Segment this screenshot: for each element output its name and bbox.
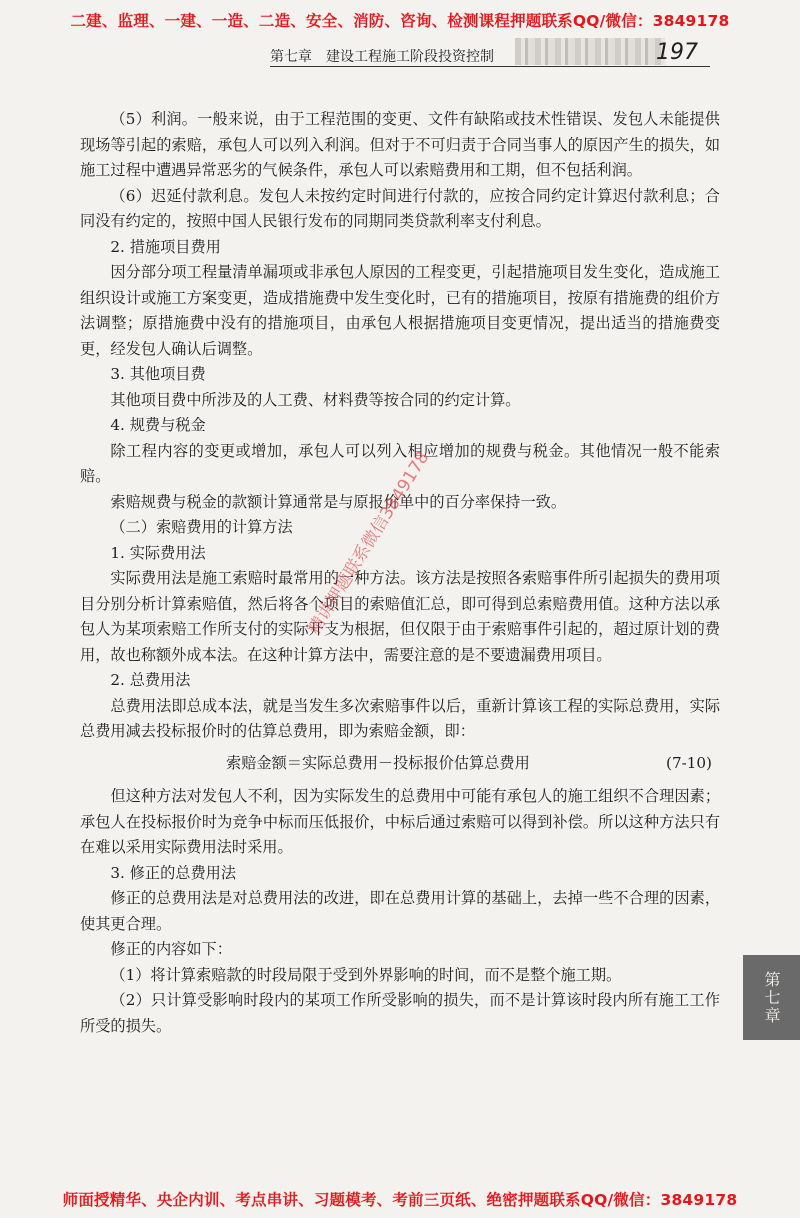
paragraph: 实际费用法是施工索赔时最常用的一种方法。该方法是按照各索赔事件所引起损失的费用项目分别分析计算索赔值，然后将各个项目的索赔值汇总，即可得到总索赔费用值。这种方法以承包人为某项索赔工作所支付的实际开支为根据，但仅限于由于索赔事件引起的，超过原计划的费用，故也称额外成本法。在这种计算方法中，需要注意的是不要遗漏费用项目。 bbox=[80, 569, 720, 664]
section-heading: 3. 其他项目费 bbox=[110, 365, 206, 383]
section-heading: 2. 总费用法 bbox=[110, 671, 191, 689]
chapter-title: 建设工程施工阶段投资控制 bbox=[326, 49, 494, 65]
paragraph: 除工程内容的变更或增加，承包人可以列入相应增加的规费与税金。其他情况一般不能索赔。 bbox=[80, 441, 720, 485]
page-number: 197 bbox=[656, 40, 698, 65]
header-rule bbox=[270, 66, 710, 67]
paragraph: 修正的内容如下： bbox=[110, 940, 232, 958]
section-heading: 2. 措施项目费用 bbox=[110, 237, 221, 256]
section-heading: 4. 规费与税金 bbox=[110, 416, 206, 434]
paragraph: 因分部分项工程量清单漏项或非承包人原因的工程变更，引起措施项目发生变化，造成施工组织设计或施工方案变更，造成措施费中发生变化时，已有的措施项目，按原有措施费的组价方法调整；原措施费中没有的措施项目，由承包人根据措施项目变更情况，提出适当的措施费变更，经发包人确认后调整。 bbox=[80, 263, 720, 358]
formula-number: (7-10) bbox=[666, 753, 712, 772]
paragraph: （6）迟延付款利息。发包人未按约定时间进行付款的，应按合同约定计算迟付款利息；合同没有约定的，按照中国人民银行发布的同期同类贷款利率支付利息。 bbox=[80, 186, 720, 230]
chapter-side-tab: 第七章 bbox=[743, 955, 800, 1040]
paragraph: （5）利润。一般来说，由于工程范围的变更、文件有缺陷或技术性错误、发包人未能提供现场等引起的索赔，承包人可以列入利润。但对于不可归责于合同当事人的原因产生的损失，如施工过程中遭遇异常恶劣的气候条件，承包人可以索赔费用和工期，但不包括利润。 bbox=[80, 110, 720, 179]
page-header bbox=[270, 38, 710, 66]
paragraph: （1）将计算索赔款的时段局限于受到外界影响的时间，而不是整个施工期。 bbox=[110, 965, 622, 984]
watermark-text: 精讲押题联系微信3849178 bbox=[304, 448, 434, 639]
formula: 索赔金额＝实际总费用－投标报价估算总费用 bbox=[226, 753, 530, 772]
formula-line bbox=[80, 751, 720, 777]
chapter-label: 第七章 bbox=[270, 49, 312, 65]
header-decoration bbox=[515, 38, 665, 65]
paragraph: 总费用法即总成本法，就是当发生多次索赔事件以后，重新计算该工程的实际总费用，实际总费用减去投标报价时的估算总费用，即为索赔金额，即： bbox=[80, 696, 720, 740]
paragraph: 但这种方法对发包人不利，因为实际发生的总费用中可能有承包人的施工组织不合理因素；承包人在投标报价时为竞争中标而压低报价，中标后通过索赔可以得到补偿。所以这种方法只有在难以采用实际费用法时采用。 bbox=[80, 787, 720, 856]
section-heading: 1. 实际费用法 bbox=[110, 543, 206, 562]
paragraph: 修正的总费用法是对总费用法的改进，即在总费用计算的基础上，去掉一些不合理的因素，使其更合理。 bbox=[80, 889, 720, 933]
paragraph: 索赔规费与税金的款额计算通常是与原报价单中的百分率保持一致。 bbox=[110, 492, 567, 511]
section-heading: 3. 修正的总费用法 bbox=[110, 863, 237, 882]
page-body bbox=[80, 107, 720, 1039]
bottom-promo-banner: 师面授精华、央企内训、考点串讲、习题模考、考前三页纸、绝密押题联系QQ/微信：3849178 bbox=[62, 1191, 738, 1209]
top-promo-banner: 二建、监理、一建、一造、二造、安全、消防、咨询、检测课程押题联系QQ/微信：3849178 bbox=[70, 12, 730, 30]
paragraph: 其他项目费中所涉及的人工费、材料费等按合同的约定计算。 bbox=[110, 390, 521, 409]
paragraph: （2）只计算受影响时段内的某项工作所受影响的损失，而不是计算该时段内所有施工工作所受的损失。 bbox=[80, 991, 720, 1035]
section-heading: （二）索赔费用的计算方法 bbox=[110, 518, 293, 536]
